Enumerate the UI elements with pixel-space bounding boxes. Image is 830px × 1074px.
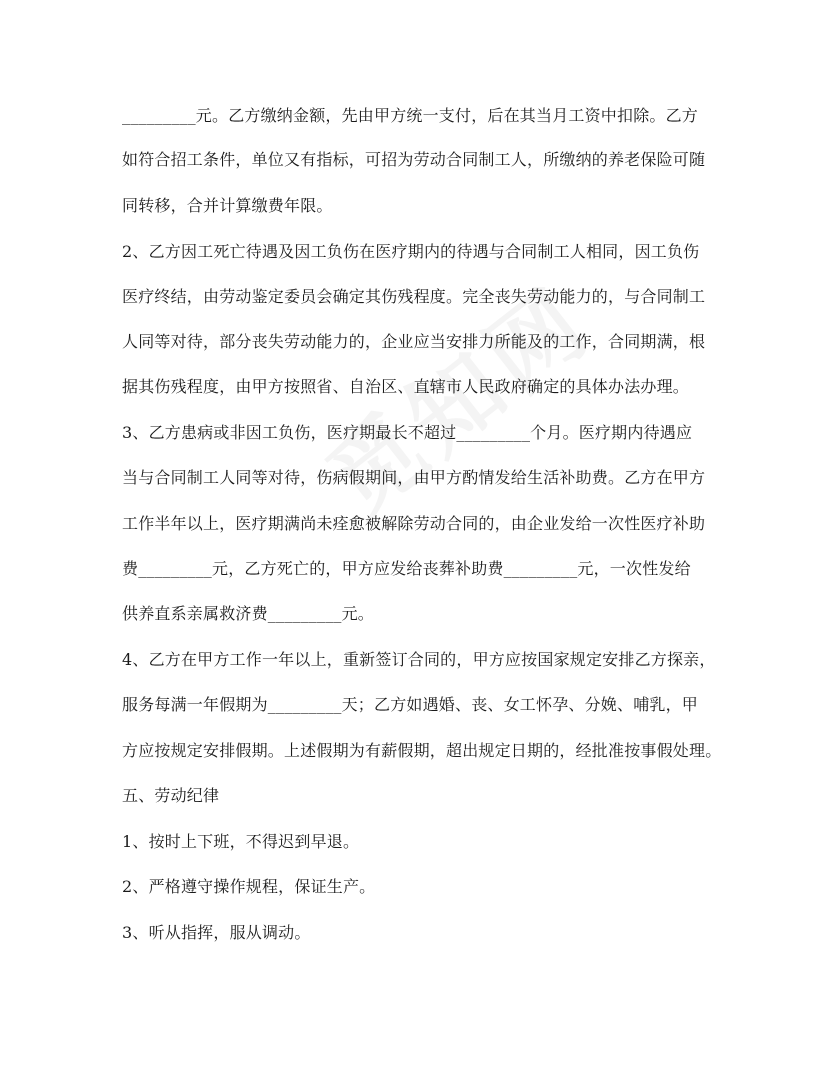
paragraph-line: 工作半年以上，医疗期满尚未痊愈被解除劳动合同的，由企业发给一次性医疗补助 bbox=[122, 514, 706, 533]
list-item: 2、严格遵守操作规程，保证生产。 bbox=[122, 877, 376, 896]
list-item: 3、听从指挥，服从调动。 bbox=[122, 923, 311, 942]
paragraph-line: 如符合招工条件，单位又有指标，可招为劳动合同制工人，所缴纳的养老保险可随 bbox=[122, 150, 706, 169]
paragraph-line: 费_________元，乙方死亡的，甲方应发给丧葬补助费_________元，一次性发给 bbox=[122, 559, 691, 578]
paragraph-line: 2、乙方因工死亡待遇及因工负伤在医疗期内的待遇与合同制工人相同，因工负伤 bbox=[122, 242, 700, 261]
paragraph-line: _________元。乙方缴纳金额，先由甲方统一支付，后在其当月工资中扣除。乙方 bbox=[122, 106, 699, 125]
paragraph-line: 供养直系亲属救济费_________元。 bbox=[122, 604, 375, 623]
section-heading: 五、劳动纪律 bbox=[122, 786, 220, 805]
paragraph-line: 据其伤残程度，由甲方按照省、自治区、直辖市人民政府确定的具体办法办理。 bbox=[122, 377, 690, 396]
paragraph-line: 3、乙方患病或非因工负伤，医疗期最长不超过_________个月。医疗期内待遇应 bbox=[122, 423, 693, 442]
paragraph-line: 人同等对待，部分丧失劳动能力的，企业应当安排力所能及的工作，合同期满，根 bbox=[122, 332, 706, 351]
paragraph-line: 当与合同制工人同等对待，伤病假期间，由甲方酌情发给生活补助费。乙方在甲方 bbox=[122, 468, 706, 487]
paragraph-line: 服务每满一年假期为_________天；乙方如遇婚、丧、女工怀孕、分娩、哺乳，甲 bbox=[122, 695, 699, 714]
paragraph-line: 方应按规定安排假期。上述假期为有薪假期，超出规定日期的，经批准按事假处理。 bbox=[122, 741, 722, 760]
paragraph-line: 4、乙方在甲方工作一年以上，重新签订合同的，甲方应按国家规定安排乙方探亲， bbox=[122, 650, 716, 669]
paragraph-line: 同转移，合并计算缴费年限。 bbox=[122, 196, 333, 215]
paragraph-line: 医疗终结，由劳动鉴定委员会确定其伤残程度。完全丧失劳动能力的，与合同制工 bbox=[122, 287, 706, 306]
list-item: 1、按时上下班，不得迟到早退。 bbox=[122, 832, 360, 851]
